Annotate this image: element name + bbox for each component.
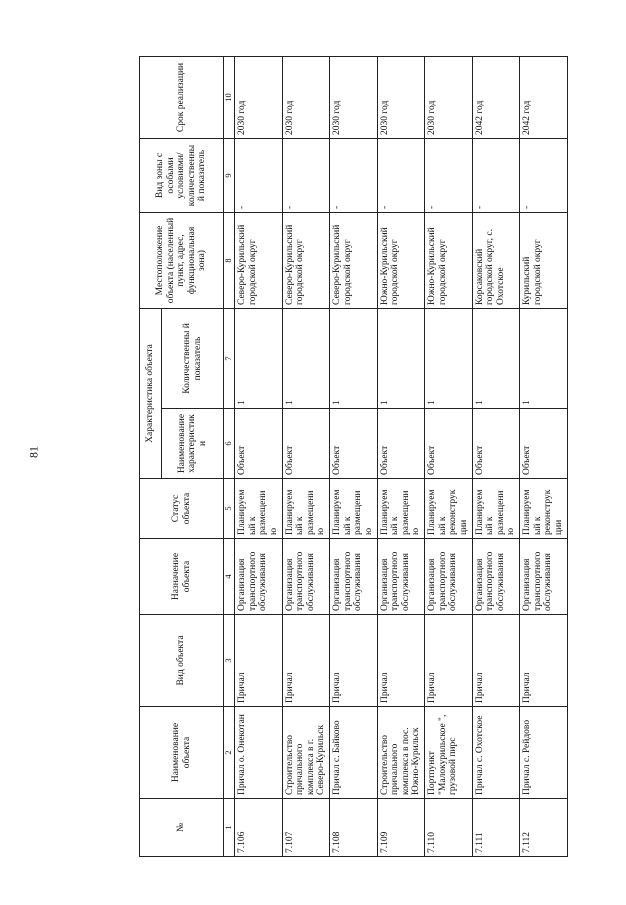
cell-no: 7.107 — [282, 799, 330, 857]
cell-zone: - — [377, 138, 425, 212]
page-number: 81 — [26, 446, 41, 458]
header-char-value: Количественны й показатель — [162, 308, 224, 408]
cell-char-value: 1 — [235, 308, 283, 408]
cell-kind: Причал — [235, 615, 283, 707]
cell-status: Планируем ый к размещени ю — [235, 479, 283, 539]
table-row — [377, 56, 425, 856]
col-number: 9 — [224, 138, 235, 212]
cell-purpose: Организация транспортного обслуживания — [235, 539, 283, 615]
cell-zone: - — [330, 138, 378, 212]
cell-kind: Причал — [520, 615, 568, 707]
objects-table — [139, 56, 568, 857]
col-number: 1 — [224, 799, 235, 857]
col-number: 3 — [224, 615, 235, 707]
cell-location: Южно-Курильский городской округ — [377, 212, 425, 308]
cell-kind: Причал — [377, 615, 425, 707]
cell-char-name: Объект — [377, 409, 425, 479]
header-no: № — [140, 799, 224, 857]
header-zone: Вид зоны с особыми условиями/ количественны й показатель — [140, 138, 224, 212]
col-number: 6 — [224, 409, 235, 479]
cell-purpose: Организация транспортного обслуживания — [377, 539, 425, 615]
cell-char-value: 1 — [520, 308, 568, 408]
cell-term: 2030 год — [235, 56, 283, 138]
cell-name: Причал с. Охотское — [472, 707, 520, 799]
cell-zone: - — [520, 138, 568, 212]
col-number: 7 — [224, 308, 235, 408]
cell-char-name: Объект — [472, 409, 520, 479]
col-number: 2 — [224, 707, 235, 799]
cell-no: 7.110 — [425, 799, 473, 857]
cell-status: Планируем ый к размещени ю — [282, 479, 330, 539]
header-term: Срок реализации — [140, 56, 224, 138]
cell-char-name: Объект — [282, 409, 330, 479]
cell-char-value: 1 — [330, 308, 378, 408]
header-char-name: Наименование характеристики — [162, 409, 224, 479]
cell-status: Планируем ый к размещени ю — [377, 479, 425, 539]
cell-purpose: Организация транспортного обслуживания — [472, 539, 520, 615]
cell-zone: - — [472, 138, 520, 212]
cell-char-value: 1 — [282, 308, 330, 408]
cell-term: 2030 год — [330, 56, 378, 138]
header-status: Статус объекта — [140, 479, 224, 539]
header-kind: Вид объекта — [140, 615, 224, 707]
cell-no: 7.111 — [472, 799, 520, 857]
cell-char-value: 1 — [425, 308, 473, 408]
table-row — [282, 56, 330, 856]
cell-name: Причал с. Рейдово — [520, 707, 568, 799]
cell-status: Планируем ый к реконструк ции — [425, 479, 473, 539]
cell-char-name: Объект — [425, 409, 473, 479]
cell-location: Южно-Курильский городской округ — [425, 212, 473, 308]
cell-kind: Причал — [472, 615, 520, 707]
cell-char-value: 1 — [472, 308, 520, 408]
cell-char-name: Объект — [520, 409, 568, 479]
header-location: Местоположение объекта (населенный пункт, адрес, функциональная зона) — [140, 212, 224, 308]
cell-char-name: Объект — [330, 409, 378, 479]
cell-term: 2042 год — [520, 56, 568, 138]
cell-name: Причал с. Байково — [330, 707, 378, 799]
cell-name: Строительство причального комплекса в г. Северо-Курильск — [282, 707, 330, 799]
cell-location: Северо-Курильский городской округ — [330, 212, 378, 308]
header-name: Наименование объекта — [140, 707, 224, 799]
cell-purpose: Организация транспортного обслуживания — [330, 539, 378, 615]
cell-no: 7.109 — [377, 799, 425, 857]
table-row — [520, 56, 568, 856]
cell-zone: - — [425, 138, 473, 212]
cell-kind: Причал — [425, 615, 473, 707]
header-characteristics: Характеристика объекта — [140, 308, 162, 478]
cell-status: Планируем ый к размещени ю — [330, 479, 378, 539]
cell-purpose: Организация транспортного обслуживания — [282, 539, 330, 615]
cell-zone: - — [282, 138, 330, 212]
cell-name: Портпункт "Малокурильское ", грузовой пирс — [425, 707, 473, 799]
cell-location: Северо-Курильский городской округ — [282, 212, 330, 308]
header-purpose: Назначение объекта — [140, 539, 224, 615]
col-number: 10 — [224, 56, 235, 138]
cell-term: 2030 год — [377, 56, 425, 138]
cell-name: Причал о. Онекотан — [235, 707, 283, 799]
cell-zone: - — [235, 138, 283, 212]
cell-char-value: 1 — [377, 308, 425, 408]
cell-location: Северо-Курильский городской округ — [235, 212, 283, 308]
cell-purpose: Организация транспортного обслуживания — [520, 539, 568, 615]
table-container — [139, 57, 564, 857]
cell-kind: Причал — [282, 615, 330, 707]
cell-status: Планируем ый к размещени ю — [472, 479, 520, 539]
cell-term: 2042 год — [472, 56, 520, 138]
cell-location: Курильский городской округ — [520, 212, 568, 308]
cell-no: 7.112 — [520, 799, 568, 857]
table-body — [235, 56, 568, 856]
col-number: 5 — [224, 479, 235, 539]
cell-term: 2030 год — [425, 56, 473, 138]
cell-purpose: Организация транспортного обслуживания — [425, 539, 473, 615]
table-row — [235, 56, 283, 856]
cell-char-name: Объект — [235, 409, 283, 479]
table-row — [425, 56, 473, 856]
col-number: 8 — [224, 212, 235, 308]
cell-location: Корсаковский городской округ, с. Охотское — [472, 212, 520, 308]
table-row — [330, 56, 378, 856]
cell-status: Планируем ый к реконструк ции — [520, 479, 568, 539]
table-row — [472, 56, 520, 856]
cell-no: 7.106 — [235, 799, 283, 857]
cell-term: 2030 год — [282, 56, 330, 138]
col-number: 4 — [224, 539, 235, 615]
cell-kind: Причал — [330, 615, 378, 707]
cell-name: Строительство причального комплекса в пос. Южно-Курильск — [377, 707, 425, 799]
cell-no: 7.108 — [330, 799, 378, 857]
